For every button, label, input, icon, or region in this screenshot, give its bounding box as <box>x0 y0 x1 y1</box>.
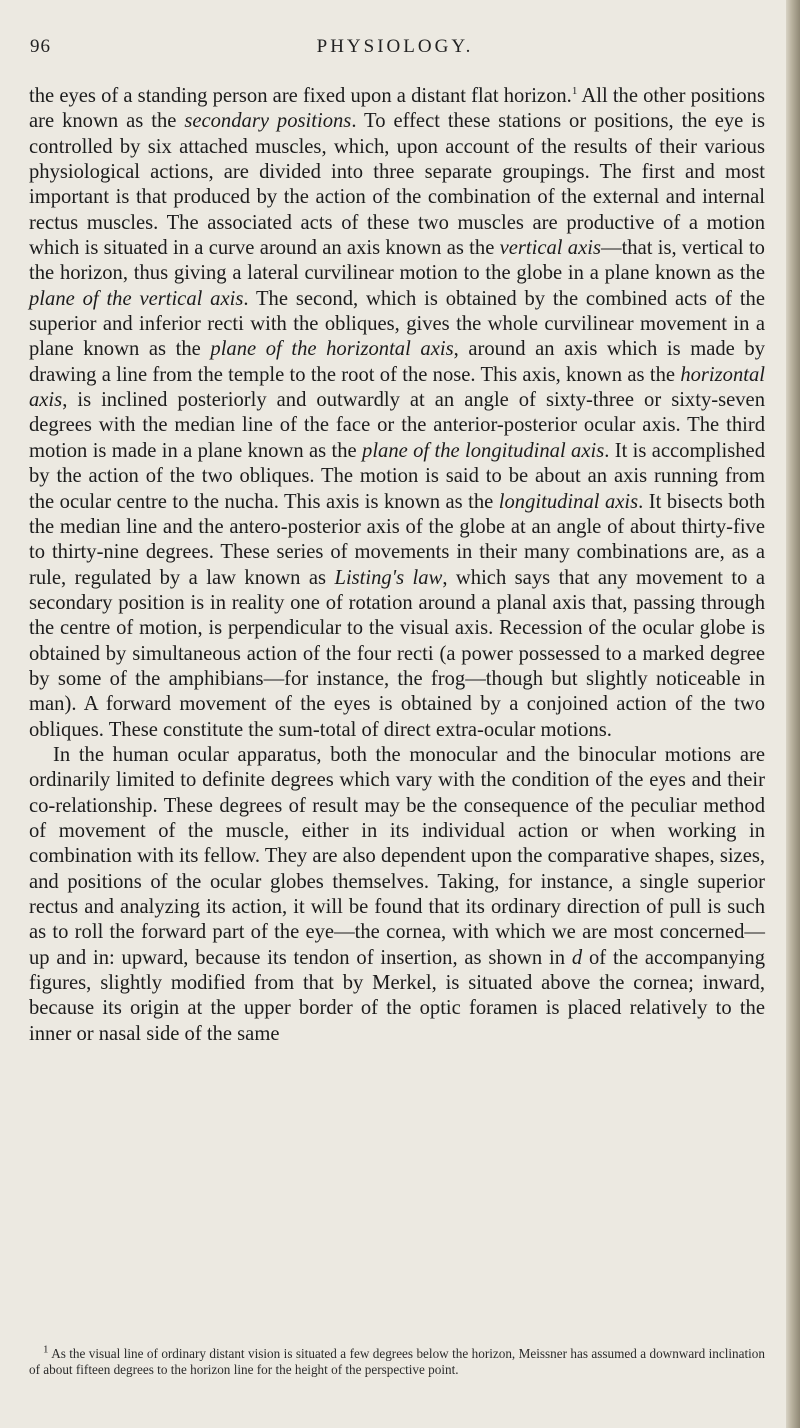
term-horizontal-axis: horizontal axis <box>29 363 765 412</box>
term-plane-horizontal-axis: plane of the horizontal axis <box>210 338 454 361</box>
page-edge-shadow <box>786 0 800 1428</box>
footnote-text: As the visual line of ordinary distant vision is situated a few degrees below the horizon, Meissner has assumed a downward inclination of about fifteen degrees to the horizon line for the height of the perspective point. <box>29 1346 765 1377</box>
footnote-marker: 1 <box>43 1343 49 1356</box>
figure-letter-d: d <box>571 946 583 969</box>
term-plane-vertical-axis: plane of the vertical axis <box>29 287 244 310</box>
term-longitudinal-axis: longitudinal axis <box>498 490 639 513</box>
running-head: PHYSIOLOGY. <box>316 36 474 57</box>
paragraph-2: In the human ocular apparatus, both the monocular and the binocular motions are ordinarily limited to definite degrees which vary with the condition of the eyes and their co-relationship. These degrees of result may be the consequence of the peculiar method of movement of the muscle, either in its individual action or when working in combination with its fellow. They are also dependent upon the comparative shapes, sizes, and positions of the ocular globes themselves. Taking, for instance, a single superior rectus and analyzing its action, it will be found that its ordinary direction of pull is such as to roll the forward part of the eye—the cornea, with which we are most concerned—up and in: upward, because its tendon of insertion, as shown in d of the accompanying figures, slightly modified from that by Merkel, is situated above the cornea; inward, because its origin at the upper border of the optic foramen is placed relatively to the inner or nasal side of the same <box>29 743 766 1045</box>
term-plane-longitudinal-axis: plane of the longitudinal axis <box>362 439 605 462</box>
paragraph-1: the eyes of a standing person are fixed upon a distant flat horizon.$^1$ All the other positions are known as the secondary positions. To effect these stations or positions, the eye is controlled by six attached muscles, which, upon account of the results of their various physiological actions, are divided into three separate groupings. The first and most important is that produced by the action of the combination of the external and internal rectus muscles. The associated acts of these two muscles are productive of a motion which is situated in a curve around an axis known as the vertical axis—that is, vertical to the horizon, thus giving a lateral curvilinear motion to the globe in a plane known as the plane of the vertical axis. The second, which is obtained by the combined acts of the superior and inferior recti with the obliques, gives the whole curvilinear movement in a plane known as the plane of the horizontal axis, around an axis which is made by drawing a line from the temple to the root of the nose. This axis, known as the horizontal axis, is inclined posteriorly and outwardly at an angle of sixty-three or sixty-seven degrees with the median line of the face or the anterior-posterior ocular axis. The third motion is made in a plane known as the plane of the longitudinal axis. It is accomplished by the action of the two obliques. The motion is said to be about an axis running from the ocular centre to the nucha. This axis is known as the longitudinal axis. It bisects both the median line and the antero-posterior axis of the globe at an angle of about thirty-five to thirty-nine degrees. These series of movements in their many combinations are, as a rule, regulated by a law known as Listing's law, which says that any movement to a secondary position is in reality one of rotation around a planal axis that, passing through the centre of motion, is perpendicular to the visual axis. Recession of the ocular globe is obtained by simultaneous action of the four recti (a power possessed to a marked degree by some of the amphibians—for instance, the frog—though but slightly noticeable in man). A forward movement of the eyes is obtained by a conjoined action of the two obliques. These constitute the sum-total of direct extra-ocular motions. <box>29 85 766 741</box>
term-listings-law: Listing's law <box>334 566 443 589</box>
page-header <box>30 36 760 64</box>
page-number: 96 <box>30 36 51 57</box>
footnote-ref: 1 <box>571 85 578 98</box>
term-secondary-positions: secondary positions <box>184 110 352 133</box>
term-vertical-axis: vertical axis <box>499 237 601 260</box>
footnote <box>29 1343 765 1378</box>
body-text <box>29 84 765 1047</box>
